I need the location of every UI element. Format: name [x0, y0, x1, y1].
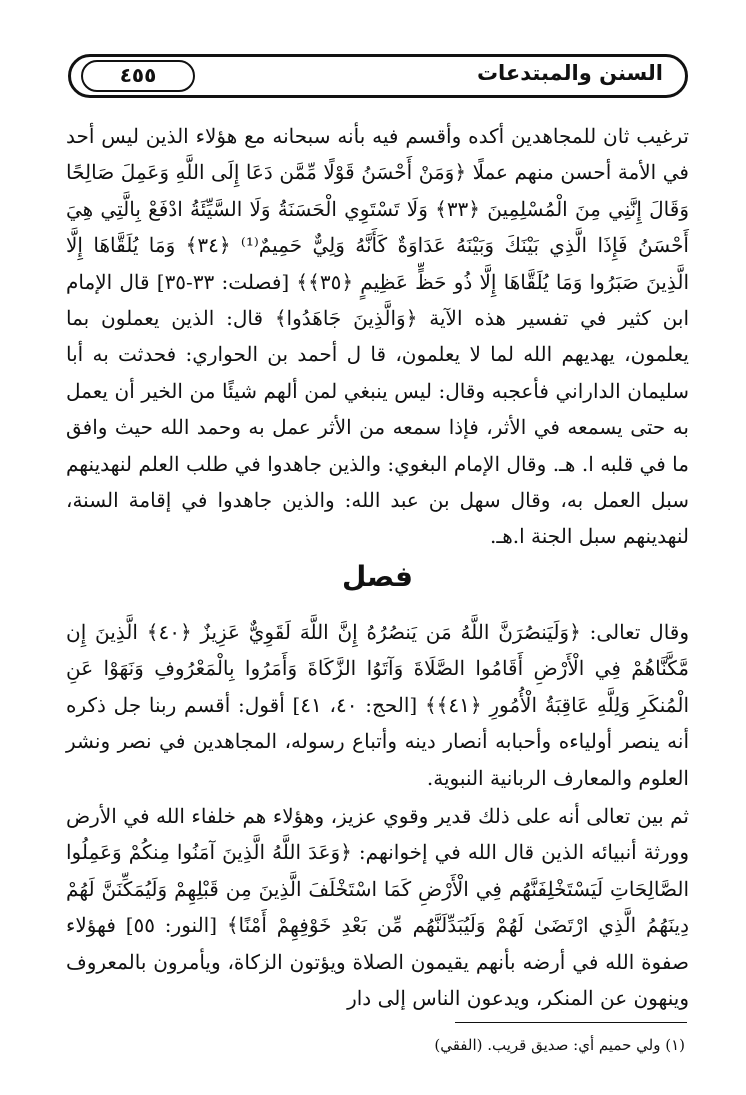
paragraph-2: وقال تعالى: ﴿وَلَيَنصُرَنَّ اللَّهُ مَن يَنصُرُهُ إِنَّ اللَّهَ لَقَوِيٌّ عَزِيزٌ ﴿٤٠﴾ الَّذِينَ إِن مَّكَّنَّاهُمْ فِي الْأَرْضِ أَقَامُوا الصَّلَاةَ وَآتَوُا الزَّكَاةَ وَأَمَرُوا بِالْمَعْرُوفِ وَنَهَوْا عَنِ الْمُنكَرِ وَلِلَّهِ عَاقِبَةُ الْأُمُورِ ﴿٤١﴾﴾ [الحج: ٤٠، ٤١] أقول: أقسم ربنا جل ذكره أنه ينصر أولياءه وأحبابه أنصار دينه وأتباع رسوله، المجاهدين في نصر ونشر العلوم والمعارف الربانية النبوية.: [66, 620, 690, 790]
running-header: [68, 54, 688, 98]
section-heading: فصل: [342, 560, 413, 593]
footnote-divider: [455, 1022, 687, 1023]
page-number: ٤٥٥: [81, 60, 195, 92]
header-title: السنن والمبتدعات: [476, 61, 663, 85]
footnote: (١) ولي حميم أي: صديق قريب. (الفقي): [434, 1036, 685, 1054]
paragraph-1: ترغيب ثان للمجاهدين أكده وأقسم فيه بأنه سبحانه مع هؤلاء الذين ليس أحد في الأمة أحسن منهم عملًا ﴿وَمَنْ أَحْسَنُ قَوْلًا مِّمَّن دَعَا إِلَى اللَّهِ وَعَمِلَ صَالِحًا وَقَالَ إِنَّنِي مِنَ الْمُسْلِمِينَ ﴿٣٣﴾ وَلَا تَسْتَوِي الْحَسَنَةُ وَلَا السَّيِّئَةُ ادْفَعْ بِالَّتِي هِيَ أَحْسَنُ فَإِذَا الَّذِي بَيْنَكَ وَبَيْنَهُ عَدَاوَةٌ كَأَنَّهُ وَلِيٌّ حَمِيمٌ⁽¹⁾ ﴿٣٤﴾ وَمَا يُلَقَّاهَا إِلَّا الَّذِينَ صَبَرُوا وَمَا يُلَقَّاهَا إِلَّا ذُو حَظٍّ عَظِيمٍ ﴿٣٥﴾﴾ [فصلت: ٣٣-٣٥] قال الإمام ابن كثير في تفسير هذه الآية ﴿وَالَّذِينَ جَاهَدُوا﴾ قال: الذين يعملون بما يعلمون، يهديهم الله لما لا يعلمون، قا ل أحمد بن الحواري: فحدثت به أبا سليمان الداراني فأعجبه وقال: ليس ينبغي لمن ألهم شيئًا من الخير أن يعمل به حتى يسمعه في الأثر، فإذا سمعه من الأثر عمل به وحمد الله حيث وافق ما في قلبه ا. هـ. وقال الإمام البغوي: والذين جاهدوا في طلب العلم لنهدينهم سبل العمل به، وقال سهل بن عبد الله: والذين جاهدوا في إقامة السنة، لنهدينهم سبل الجنة ا.هـ.: [66, 124, 689, 549]
paragraph-3: ثم بين تعالى أنه على ذلك قدير وقوي عزيز، وهؤلاء هم خلفاء الله في الأرض وورثة أنبيائه الذين قال الله في إخوانهم: ﴿وَعَدَ اللَّهُ الَّذِينَ آمَنُوا مِنكُمْ وَعَمِلُوا الصَّالِحَاتِ لَيَسْتَخْلِفَنَّهُم فِي الْأَرْضِ كَمَا اسْتَخْلَفَ الَّذِينَ مِن قَبْلِهِمْ وَلَيُمَكِّنَنَّ لَهُمْ دِينَهُمُ الَّذِي ارْتَضَىٰ لَهُمْ وَلَيُبَدِّلَنَّهُم مِّن بَعْدِ خَوْفِهِمْ أَمْنًا﴾ [النور: ٥٥] فهؤلاء صفوة الله في أرضه بأنهم يقيمون الصلاة ويؤتون الزكاة، ويأمرون بالمعروف وينهون عن المنكر، ويدعون الناس إلى دار: [66, 804, 689, 1011]
